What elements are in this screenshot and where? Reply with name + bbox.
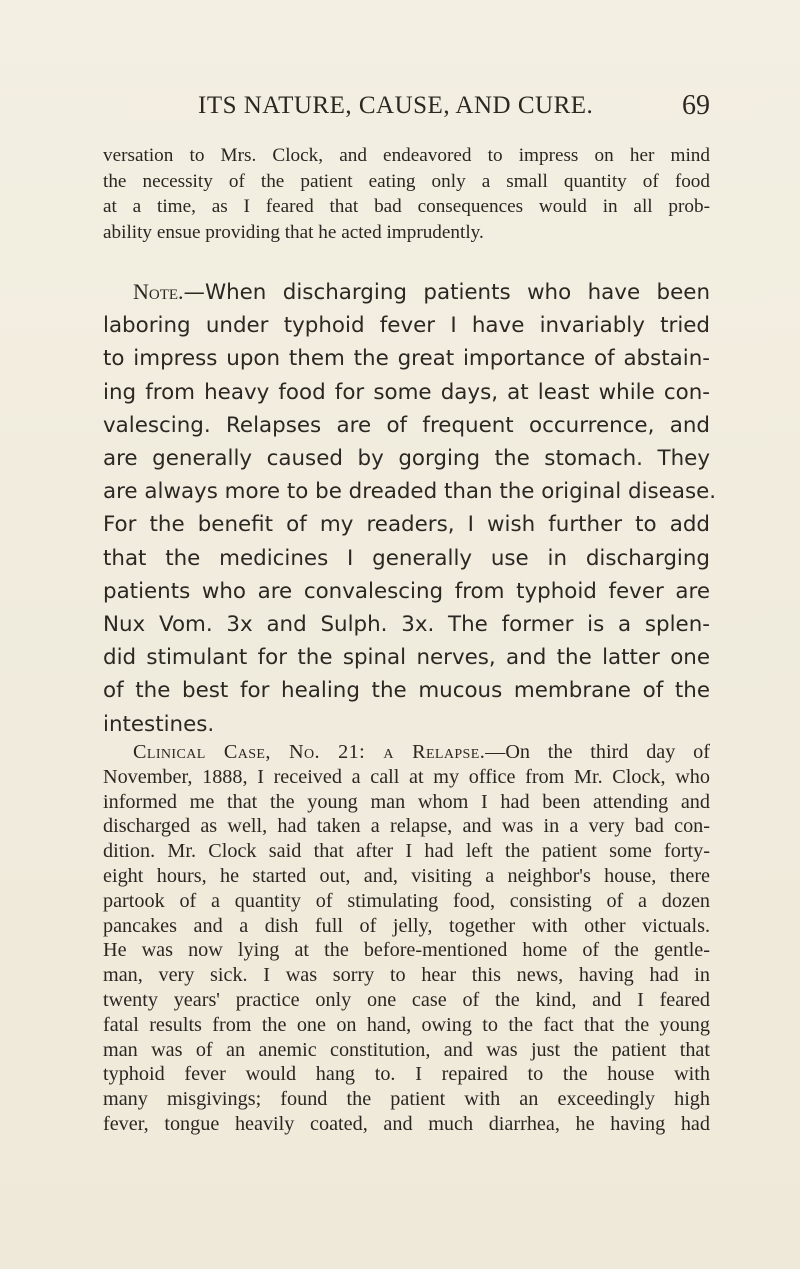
paragraph-clinical-case xyxy=(103,740,710,1137)
text-line: November, 1888, I received a call at my office from Mr. Clock, who xyxy=(103,765,710,788)
text-line: did stimulant for the spinal nerves, and the latter one xyxy=(103,645,710,671)
text-line: man was of an anemic constitution, and was just the patient that xyxy=(103,1038,710,1061)
paragraph-note xyxy=(103,275,717,741)
text-line: patients who are convalescing from typhoid fever are xyxy=(103,578,710,604)
text-line: pancakes and a dish full of jelly, together with other victuals. xyxy=(103,914,710,937)
text-line: at a time, as I feared that bad consequences would in all prob- xyxy=(103,196,710,218)
text-line: of the best for healing the mucous membrane of the xyxy=(103,678,710,704)
note-lead: Note. xyxy=(133,279,184,304)
case-heading: Clinical Case, No. 21: a Relapse. xyxy=(133,741,486,763)
text-line xyxy=(103,275,710,309)
text-line xyxy=(103,740,710,765)
text-line: partook of a quantity of stimulating food, consisting of a dozen xyxy=(103,889,710,912)
text-line: ability ensue providing that he acted imprudently. xyxy=(103,221,484,243)
text-line: Nux Vom. 3x and Sulph. 3x. The former is a splen- xyxy=(103,612,710,638)
page-header xyxy=(150,92,710,126)
text-line: are always more to be dreaded than the original disease. xyxy=(103,479,717,505)
text-line: valescing. Relapses are of frequent occurrence, and xyxy=(103,412,710,438)
text-line: to impress upon them the great importance of abstain- xyxy=(103,346,710,372)
running-head: ITS NATURE, CAUSE, AND CURE. xyxy=(198,92,594,119)
text-line: that the medicines I generally use in discharging xyxy=(103,545,710,571)
text-line: fatal results from the one on hand, owing to the fact that the young xyxy=(103,1013,710,1036)
text-line: twenty years' practice only one case of the kind, and I feared xyxy=(103,988,710,1011)
note-first-line: —When discharging patients who have been xyxy=(183,280,710,305)
text-line: He was now lying at the before-mentioned home of the gentle- xyxy=(103,939,710,962)
text-line: laboring under typhoid fever I have invariably tried xyxy=(103,313,710,339)
text-line: typhoid fever would hang to. I repaired to the house with xyxy=(103,1063,710,1086)
text-line: intestines. xyxy=(103,711,215,737)
case-first-line: —On the third day of xyxy=(485,741,710,763)
text-line: versation to Mrs. Clock, and endeavored to impress on her mind xyxy=(103,145,710,166)
paragraph-conversation xyxy=(103,143,710,245)
text-line: many misgivings; found the patient with an exceedingly high xyxy=(103,1088,710,1111)
text-line: ing from heavy food for some days, at least while con- xyxy=(103,379,710,405)
text-line: informed me that the young man whom I had been attending and xyxy=(103,790,710,813)
text-line: the necessity of the patient eating only a small quantity of food xyxy=(103,170,710,192)
text-line: discharged as well, had taken a relapse, and was in a very bad con- xyxy=(103,815,710,838)
text-line: For the benefit of my readers, I wish further to add xyxy=(103,512,710,538)
page-number: 69 xyxy=(682,90,710,121)
text-line: man, very sick. I was sorry to hear this news, having had in xyxy=(103,964,710,987)
text-line: eight hours, he started out, and, visiting a neighbor's house, there xyxy=(103,864,710,887)
text-line: are generally caused by gorging the stomach. They xyxy=(103,446,710,472)
text-line: fever, tongue heavily coated, and much diarrhea, he having had xyxy=(103,1112,710,1135)
text-line: dition. Mr. Clock said that after I had left the patient some forty- xyxy=(103,840,710,863)
